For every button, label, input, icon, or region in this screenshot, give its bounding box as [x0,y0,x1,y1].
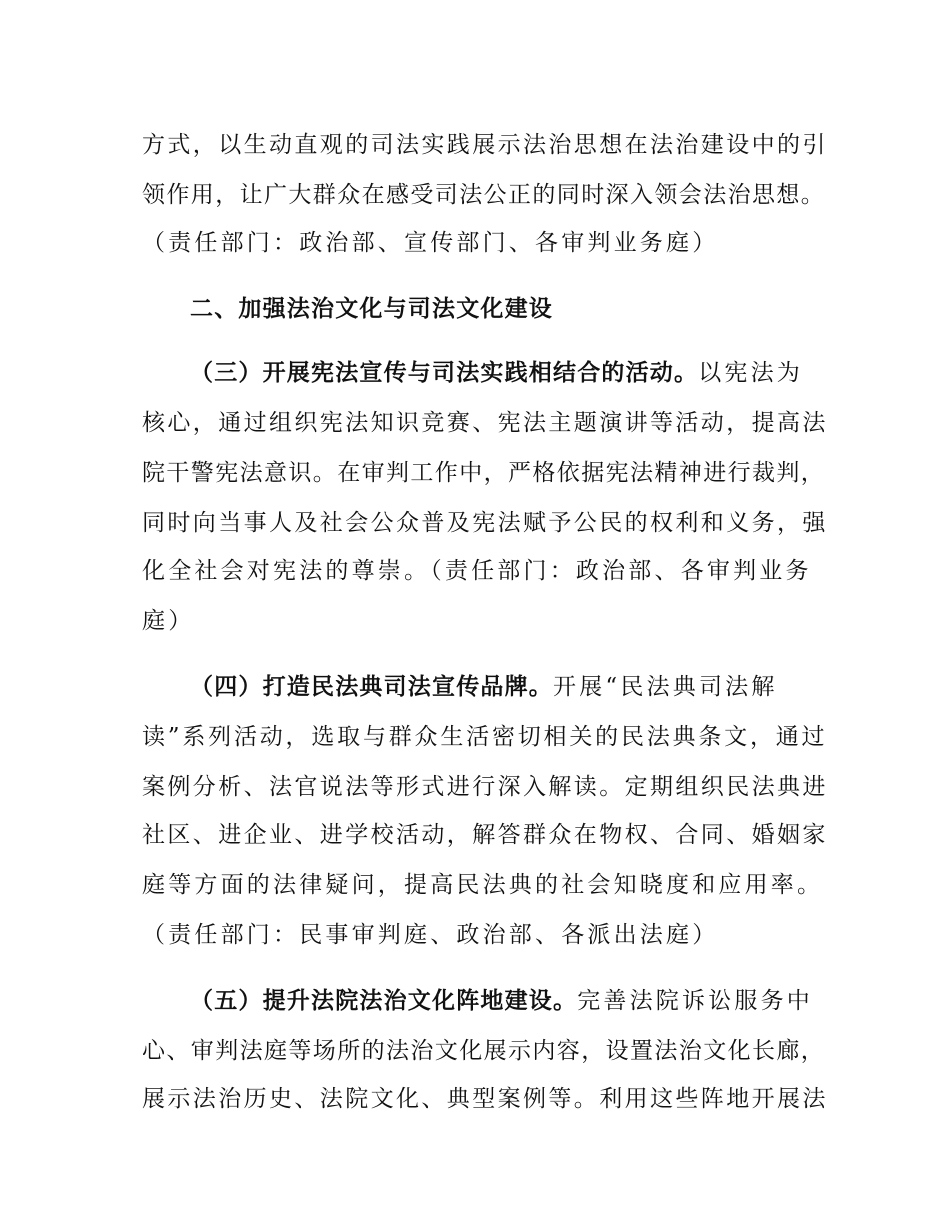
item-3-first-rest: 以宪法为 [698,360,804,386]
item-3-line-4: 同时向当事人及社会公众普及宪法赋予公民的权利和义务，强 [142,510,828,536]
item-5-first-line [190,986,813,1016]
item-3-line-2: 核心，通过组织宪法知识竞赛、宪法主题演讲等活动，提高法 [142,410,828,436]
item-3-first-line [190,358,803,388]
item-4-line-6: （责任部门：民事审判庭、政治部、各派出法庭） [142,922,719,948]
intro-line-3: （责任部门：政治部、宣传部门、各审判业务庭） [142,230,719,256]
item-5-line-3: 展示法治历史、法院文化、典型案例等。利用这些阵地开展法 [142,1086,828,1112]
item-4-line-4: 社区、进企业、进学校活动，解答群众在物权、合同、婚姻家 [142,822,828,848]
item-5-first-rest: 完善法院诉讼服务中 [577,988,814,1014]
intro-line-1: 方式，以生动直观的司法实践展示法治思想在法治建设中的引 [142,132,828,158]
item-3-title: （三）开展宪法宣传与司法实践相结合的活动。 [190,360,699,386]
item-4-line-5: 庭等方面的法律疑问，提高民法典的社会知晓度和应用率。 [142,872,824,898]
item-3-line-5: 化全社会对宪法的尊崇。（责任部门：政治部、各审判业务 [142,558,812,584]
item-4-title: （四）打造民法典司法宣传品牌。 [190,674,553,700]
item-5-title: （五）提升法院法治文化阵地建设。 [190,988,578,1014]
item-4-first-rest: 开展“民法典司法解 [553,674,778,700]
item-4-line-3: 案例分析、法官说法等形式进行深入解读。定期组织民法典进 [142,774,828,800]
section-heading: 二、加强法治文化与司法文化建设 [190,296,553,322]
item-5-line-2: 心、审判法庭等场所的法治文化展示内容，设置法治文化长廊， [142,1038,826,1064]
item-4-line-2: 读”系列活动，选取与群众生活密切相关的民法典条文，通过 [142,724,828,750]
item-4-first-line [190,672,778,702]
item-3-line-3: 院干警宪法意识。在审判工作中，严格依据宪法精神进行裁判， [142,460,826,486]
item-3-line-6: 庭） [142,608,195,634]
intro-line-2: 领作用，让广大群众在感受司法公正的同时深入领会法治思想。 [142,182,826,208]
